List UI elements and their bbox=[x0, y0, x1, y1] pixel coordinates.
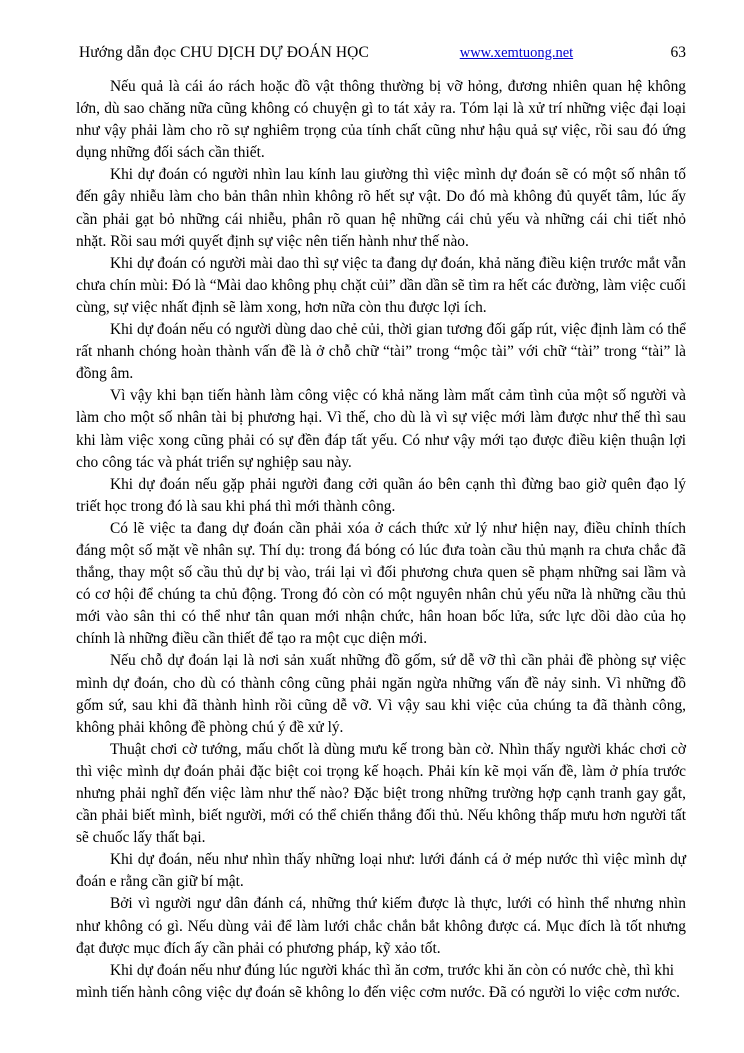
header-title: Hướng dẫn đọc CHU DỊCH DỰ ĐOÁN HỌC bbox=[79, 44, 369, 61]
page-header bbox=[76, 44, 686, 62]
paragraph: Có lẽ việc ta đang dự đoán cần phải xóa ở cách thức xử lý như hiện nay, điều chỉnh thích đáng một số mặt về nhân sự. Thí dụ: trong đá bóng có lúc đưa toàn cầu thủ mạnh ra chưa chắc đã thắng, thay một số cầu thủ dự bị vào, trái lại vì đối phương chưa quen sẽ phạm những sai lầm và có cơ hội để chúng ta chủ động. Trong đó còn có một nguyên nhân chủ yếu nữa là những cầu thủ mới vào sân thi có thể như tân quan mới nhận chức, hân hoan bốc lửa, sức lực dồi dào của họ chính là những điều cần thiết để tạo ra một cục diện mới. bbox=[76, 519, 686, 648]
body-text bbox=[76, 76, 686, 1004]
paragraph: Khi dự đoán nếu có người dùng dao chẻ củi, thời gian tương đối gấp rút, việc định làm có thể rất nhanh chóng hoàn thành vấn đề là ở chỗ chữ “tài” trong “mộc tài” với chữ “tài” trong “tài” là đồng âm. bbox=[76, 321, 686, 383]
paragraph: Bởi vì người ngư dân đánh cá, những thứ kiếm được là thực, lưới có hình thể nhưng nhìn như không có gì. Nếu dùng vải để làm lưới chắc chắn bắt không được cá. Mục đích là tốt nhưng đạt được mục đích ấy cần phải có phương pháp, kỹ xảo tốt. bbox=[76, 895, 686, 957]
paragraph: Nếu quả là cái áo rách hoặc đồ vật thông thường bị vỡ hỏng, đương nhiên quan hệ không lớn, dù sao chăng nữa cũng không có chuyện gì to tát xảy ra. Tóm lại là xử trí những việc đại loại như vậy phải làm cho rõ sự nghiêm trọng của tính chất cũng như hậu quả sự việc, rồi sau đó ứng dụng những đối sách cần thiết. bbox=[76, 78, 686, 162]
paragraph: Thuật chơi cờ tướng, mấu chốt là dùng mưu kế trong bàn cờ. Nhìn thấy người khác chơi cờ thì việc mình dự đoán phải đặc biệt coi trọng kế hoạch. Phải kín kẽ mọi vấn đề, làm ở phía trước nhưng phải nghĩ đến việc làm như thế nào? Đặc biệt trong những trường hợp cạnh tranh gay gắt, cần phải biết mình, biết người, mới có thể chiến thắng đối thủ. Nếu không thấp mưu hơn người tất sẽ chuốc lấy thất bại. bbox=[76, 740, 686, 847]
page-number: 63 bbox=[670, 44, 686, 61]
paragraph: Khi dự đoán có người mài dao thì sự việc ta đang dự đoán, khả năng điều kiện trước mắt vẫn chưa chín mùi: Đó là “Mài dao không phụ chặt củi” dần dần sẽ tìm ra hết các đường, làm việc cuối cùng, sự việc nhất định sẽ làm xong, hơn nữa còn thu được lợi ích. bbox=[76, 254, 686, 316]
paragraph: Vì vậy khi bạn tiến hành làm công việc có khả năng làm mất cảm tình của một số người và làm cho một số nhân tài bị phương hại. Vì thế, cho dù là vì sự việc mới làm được như thế thì sau khi làm việc xong cũng phải có sự đền đáp tất yếu. Có như vậy mới tạo được điều kiện thuận lợi cho công tác và phát triển sự nghiệp sau này. bbox=[76, 387, 686, 471]
paragraph: Khi dự đoán có người nhìn lau kính lau giường thì việc mình dự đoán sẽ có một số nhân tố đến gây nhiễu làm cho bản thân nhìn không rõ hết sự vật. Do đó mà không đủ quyết tâm, lúc ấy cần phải gạt bỏ những cái nhiễu, phân rõ quan hệ những cái chủ yếu và những cái chi tiết nhỏ nhặt. Rồi sau mới quyết định sự việc nên tiến hành như thế nào. bbox=[76, 166, 686, 250]
paragraph: Khi dự đoán, nếu như nhìn thấy những loại như: lưới đánh cá ở mép nước thì việc mình dự đoán e rằng cần giữ bí mật. bbox=[76, 851, 686, 891]
paragraph: Nếu chỗ dự đoán lại là nơi sản xuất những đồ gốm, sứ dễ vỡ thì cần phải đề phòng sự việc mình dự đoán, cho dù có thành công cũng phải ngăn ngừa những vấn đề nảy sinh. Vì những đồ gốm sứ, sau khi đã thành hình rồi cũng dễ vỡ. Vì vậy sau khi việc của chúng ta đã thành công, không phải không đề phòng chú ý đề xử lý. bbox=[76, 652, 686, 736]
paragraph: Khi dự đoán nếu như đúng lúc người khác thì ăn cơm, trước khi ăn còn có nước chè, thì khi mình tiến hành công việc dự đoán sẽ không lo đến việc cơm nước. Đã có người lo việc cơm nước. bbox=[76, 961, 681, 1001]
header-website-link[interactable]: www.xemtuong.net bbox=[459, 45, 574, 61]
paragraph: Khi dự đoán nếu gặp phải người đang cởi quần áo bên cạnh thì đừng bao giờ quên đạo lý triết học trong đó là sau khi phá thì mới thành công. bbox=[76, 475, 686, 515]
